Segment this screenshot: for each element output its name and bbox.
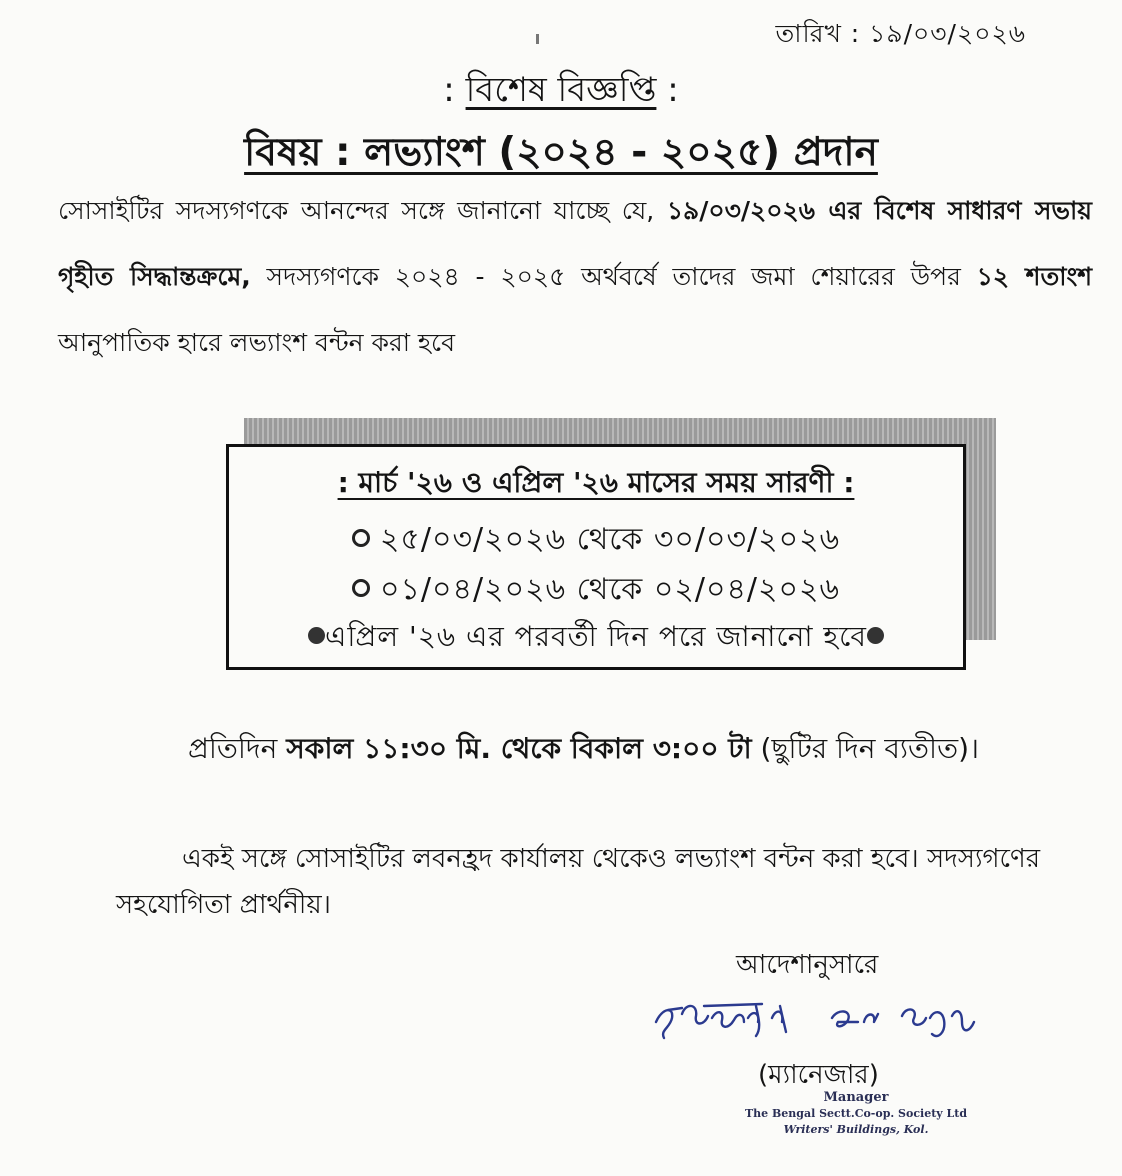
- subject-text: বিষয় : লভ্যাংশ (২০২৪ - ২০২৫) প্রদান: [244, 130, 878, 175]
- para-part-2: ১৯/০৩/২০২৬ এর বিশেষ সাধারণ সভায় গৃহীত সিদ্ধান্তক্রমে,: [58, 196, 1092, 291]
- designation-text: (ম্যানেজার): [758, 1060, 879, 1090]
- star-bullet-icon: [352, 579, 370, 597]
- stamp-line-1: Manager: [823, 1090, 889, 1105]
- heading-colon-left: :: [443, 70, 455, 110]
- timing-suffix: (ছুটির দিন ব্যতীত)।: [751, 732, 980, 765]
- stamp-line-2: The Bengal Sectt.Co-op. Society Ltd: [744, 1107, 968, 1120]
- stamp-line-3: Writers' Buildings, Kol.: [783, 1123, 929, 1136]
- schedule-row: ২৫/০৩/২০২৬ থেকে ৩০/০৩/২০২৬: [229, 515, 963, 566]
- schedule-footer: এপ্রিল '২৬ এর পরবর্তী দিন পরে জানানো হবে: [229, 615, 963, 662]
- body-paragraph: [58, 178, 1092, 376]
- para-part-5: আনুপাতিক হারে লভ্যাংশ বন্টন করা হবে: [58, 328, 456, 357]
- notice-date: তারিখ : ১৯/০৩/২০২৬: [775, 19, 1026, 48]
- dot-icon: [867, 627, 884, 644]
- schedule-title: : মার্চ '২৬ ও এপ্রিল '২৬ মাসের সময় সারণী :: [337, 466, 855, 499]
- timing-paragraph: [58, 726, 1058, 772]
- timing-hours: সকাল ১১:৩০ মি. থেকে বিকাল ৩:০০ টা: [286, 732, 752, 765]
- timing-prefix: প্রতিদিন: [188, 732, 287, 765]
- schedule-box: [226, 444, 966, 670]
- heading-colon-right: :: [667, 70, 679, 110]
- notice-heading: [0, 64, 1122, 121]
- note-paragraph: একই সঙ্গে সোসাইটির লবনহ্রদ কার্যালয় থেকেও লভ্যাংশ বন্টন করা হবে। সদস্যগণের সহযোগিতা প্রার্থনীয়।: [116, 844, 1041, 920]
- star-bullet-icon: [352, 529, 370, 547]
- order-text: আদেশানুসারে: [736, 950, 879, 980]
- schedule-row: ০১/০৪/২০২৬ থেকে ০২/০৪/২০২৬: [229, 565, 963, 616]
- para-part-4: ১২ শতাংশ: [976, 262, 1092, 291]
- scan-mark: [536, 34, 539, 44]
- manager-stamp: [736, 1090, 976, 1138]
- handwritten-signature: [652, 988, 992, 1052]
- dot-icon: [308, 627, 325, 644]
- para-part-3: সদস্যগণকে ২০২৪ - ২০২৫ অর্থবর্ষে তাদের জমা শেয়ারের উপর: [250, 262, 977, 291]
- heading-title: বিশেষ বিজ্ঞপ্তি: [465, 70, 657, 110]
- para-part-1: সোসাইটির সদস্যগণকে আনন্দের সঙ্গে জানানো যাচ্ছে যে,: [58, 196, 667, 225]
